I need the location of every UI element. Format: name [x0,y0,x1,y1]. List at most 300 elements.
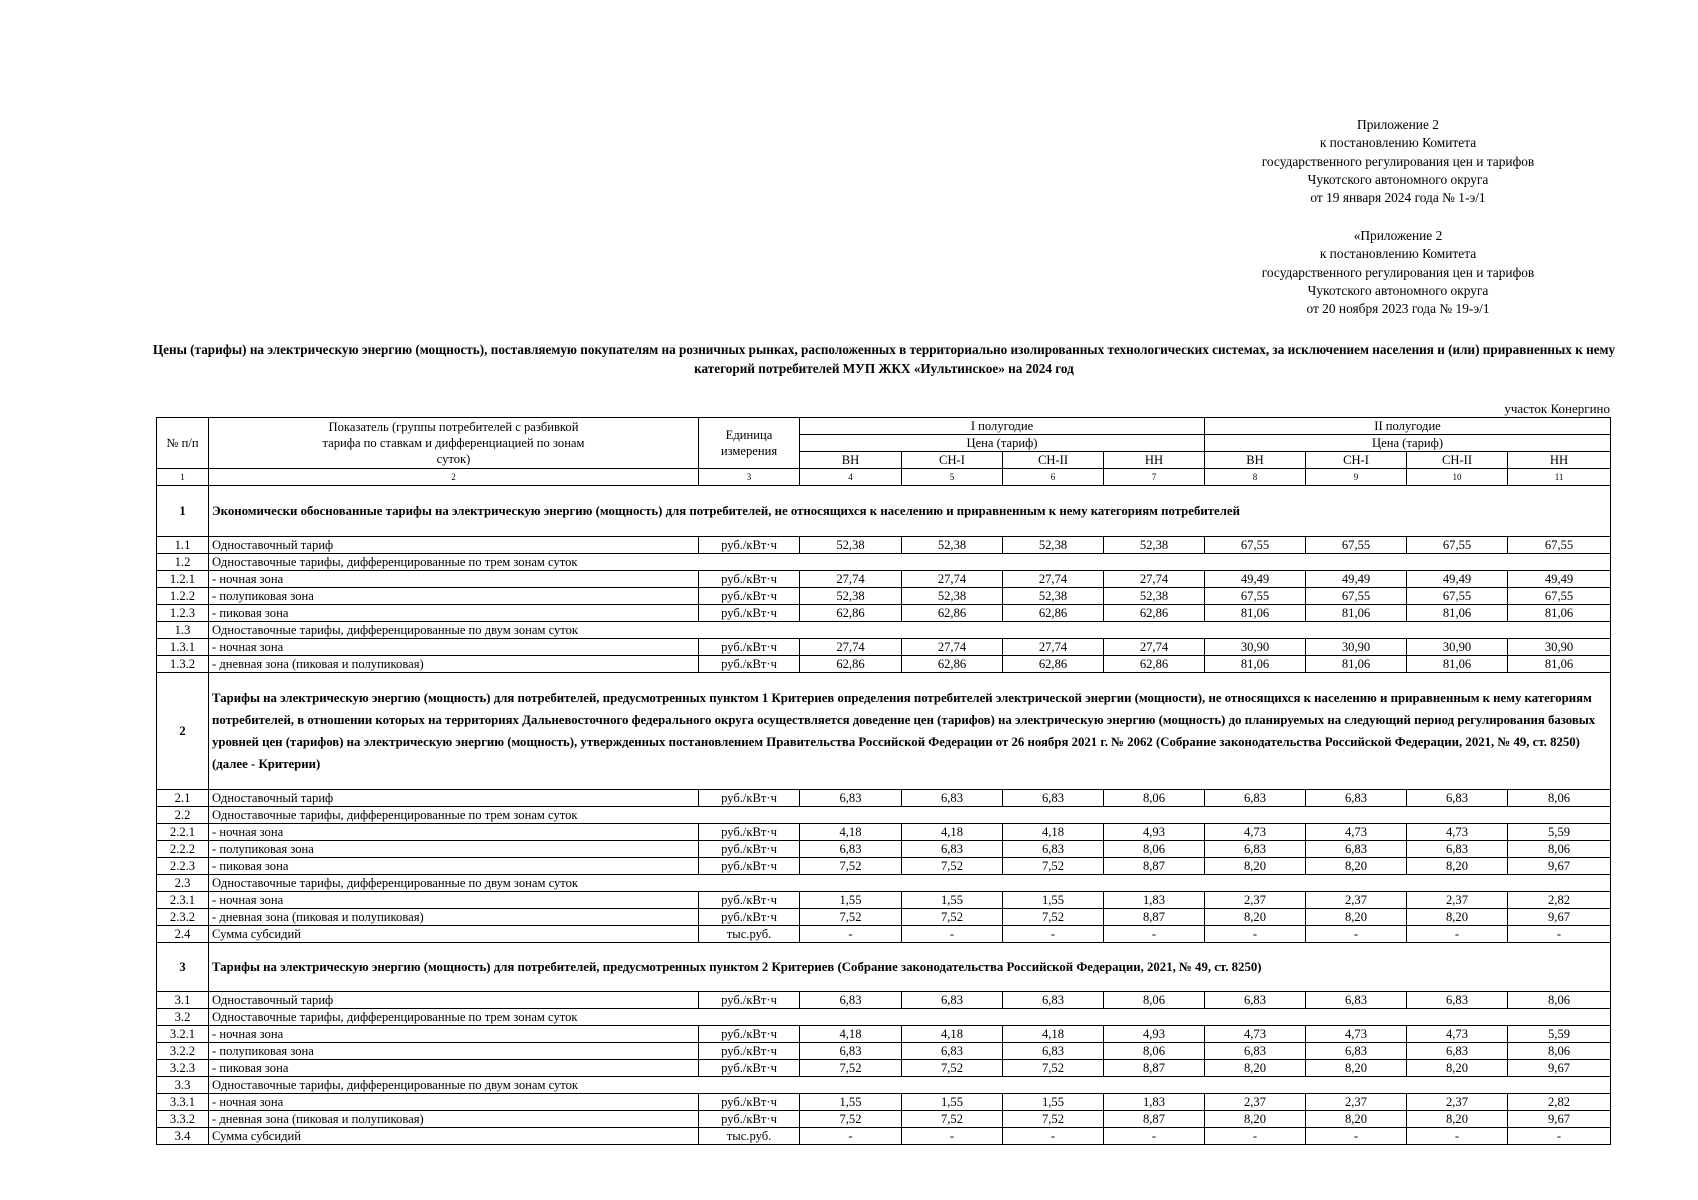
value-cell: 8,20 [1306,1111,1407,1128]
value-cell: 30,90 [1407,639,1508,656]
value-cell: 8,06 [1104,992,1205,1009]
value-cell: 7,52 [1003,1111,1104,1128]
appendix-line: Приложение 2 [1357,117,1439,132]
value-cell: 6,83 [800,992,902,1009]
row-number: 2.2.3 [157,858,209,875]
column-number: 5 [902,469,1003,486]
value-cell: 27,74 [1104,571,1205,588]
row-number: 3.2.1 [157,1026,209,1043]
value-cell: - [1104,926,1205,943]
table-row [157,1077,1611,1094]
row-unit: руб./кВт·ч [699,1111,800,1128]
value-cell: - [1306,1128,1407,1145]
table-row [157,1009,1611,1026]
value-cell: 6,83 [800,841,902,858]
value-cell: 52,38 [800,537,902,554]
value-cell: 8,20 [1407,909,1508,926]
value-cell: 7,52 [902,1060,1003,1077]
value-cell: 4,18 [902,824,1003,841]
row-unit: руб./кВт·ч [699,1043,800,1060]
value-cell: 7,52 [902,909,1003,926]
value-cell: - [902,926,1003,943]
value-cell: 6,83 [800,1043,902,1060]
value-cell: 81,06 [1508,656,1611,673]
row-number: 2.4 [157,926,209,943]
row-number: 3.1 [157,992,209,1009]
value-cell: 67,55 [1508,537,1611,554]
value-cell: 8,87 [1104,1111,1205,1128]
value-cell: 5,59 [1508,824,1611,841]
value-cell: 8,06 [1508,1043,1611,1060]
value-cell: 4,73 [1407,824,1508,841]
row-label: - пиковая зона [209,858,699,875]
header-level: СН-I [1306,452,1407,469]
value-cell: 1,83 [1104,1094,1205,1111]
row-unit: руб./кВт·ч [699,1094,800,1111]
site-label: участок Конергино [1504,401,1610,416]
row-number: 2.1 [157,790,209,807]
row-unit: руб./кВт·ч [699,892,800,909]
row-label: Одноставочные тарифы, дифференцированные по трем зонам суток [209,554,1611,571]
appendix-line: Чукотского автономного округа [1307,282,1489,298]
value-cell: - [1407,1128,1508,1145]
value-cell: 52,38 [902,537,1003,554]
row-number: 3.2 [157,1009,209,1026]
header-level: НН [1508,452,1611,469]
value-cell: 6,83 [1407,841,1508,858]
value-cell: 8,06 [1508,992,1611,1009]
value-cell: - [1407,926,1508,943]
section-title: Экономически обоснованные тарифы на электрическую энергию (мощность) для потребителей, не относящихся к населению и приравненным к нему категориям потребителей [209,486,1611,537]
row-label: - полупиковая зона [209,841,699,858]
value-cell: 9,67 [1508,1060,1611,1077]
value-cell: 6,83 [1306,1043,1407,1060]
appendix-previous-block [1188,227,1608,318]
row-unit: руб./кВт·ч [699,571,800,588]
header-level: ВН [1205,452,1306,469]
row-number: 1.3 [157,622,209,639]
value-cell: 8,20 [1205,1111,1306,1128]
value-cell: 30,90 [1508,639,1611,656]
row-number: 2.2.1 [157,824,209,841]
value-cell: 8,06 [1508,790,1611,807]
section-title: Тарифы на электрическую энергию (мощность) для потребителей, предусмотренных пунктом 2 Критериев (Собрание законодательства Российской Федерации, 2021, № 49, ст. 8250) [209,943,1611,992]
value-cell: 81,06 [1205,605,1306,622]
row-label: Одноставочный тариф [209,790,699,807]
value-cell: 52,38 [800,588,902,605]
tariff-table [156,417,1611,1145]
value-cell: 8,20 [1205,858,1306,875]
table-row [157,588,1611,605]
value-cell: 27,74 [1104,639,1205,656]
value-cell: 8,20 [1306,909,1407,926]
column-number: 1 [157,469,209,486]
value-cell: 8,87 [1104,858,1205,875]
appendix-line: Чукотского автономного округа [1307,171,1489,187]
value-cell: 49,49 [1205,571,1306,588]
row-unit: руб./кВт·ч [699,588,800,605]
row-number: 1.3.1 [157,639,209,656]
value-cell: 27,74 [902,571,1003,588]
value-cell: - [1508,1128,1611,1145]
value-cell: 4,73 [1306,1026,1407,1043]
value-cell: 81,06 [1205,656,1306,673]
value-cell: 67,55 [1205,588,1306,605]
section-row [157,943,1611,992]
row-number: 3.3 [157,1077,209,1094]
value-cell: 62,86 [1003,656,1104,673]
table-row [157,926,1611,943]
value-cell: 6,83 [902,790,1003,807]
row-unit: руб./кВт·ч [699,790,800,807]
value-cell: 7,52 [800,909,902,926]
value-cell: 62,86 [902,656,1003,673]
value-cell: 7,52 [800,858,902,875]
value-cell: 7,52 [800,1060,902,1077]
row-number: 2.3.1 [157,892,209,909]
value-cell: 81,06 [1306,605,1407,622]
value-cell: 1,55 [800,1094,902,1111]
value-cell: 62,86 [1104,605,1205,622]
appendix-line: к постановлению Комитета [1319,246,1477,262]
value-cell: 1,83 [1104,892,1205,909]
value-cell: 8,20 [1205,1060,1306,1077]
appendix-line: государственного регулирования цен и тарифов [1261,153,1535,169]
value-cell: 9,67 [1508,1111,1611,1128]
header-level: ВН [800,452,902,469]
row-unit: руб./кВт·ч [699,858,800,875]
column-number: 3 [699,469,800,486]
appendix-line: к постановлению Комитета [1319,135,1477,151]
table-row [157,639,1611,656]
value-cell: 7,52 [1003,1060,1104,1077]
value-cell: - [1003,1128,1104,1145]
table-row [157,554,1611,571]
value-cell: 27,74 [800,639,902,656]
row-unit: руб./кВт·ч [699,841,800,858]
appendix-line: от 20 ноября 2023 года № 19-э/1 [1306,301,1490,317]
value-cell: 6,83 [1205,992,1306,1009]
value-cell: 8,20 [1407,858,1508,875]
value-cell: 27,74 [1003,639,1104,656]
value-cell: 67,55 [1508,588,1611,605]
row-label: - ночная зона [209,1094,699,1111]
value-cell: 6,83 [1407,790,1508,807]
value-cell: 30,90 [1306,639,1407,656]
value-cell: 7,52 [902,1111,1003,1128]
row-label: - полупиковая зона [209,588,699,605]
row-unit: тыс.руб. [699,1128,800,1145]
value-cell: - [1508,926,1611,943]
value-cell: 30,90 [1205,639,1306,656]
value-cell: 62,86 [800,656,902,673]
value-cell: 4,18 [902,1026,1003,1043]
value-cell: 1,55 [800,892,902,909]
value-cell: 1,55 [1003,892,1104,909]
column-number: 2 [209,469,699,486]
row-unit: руб./кВт·ч [699,1060,800,1077]
value-cell: 6,83 [1306,992,1407,1009]
value-cell: 6,83 [800,790,902,807]
table-row [157,1128,1611,1145]
value-cell: 1,55 [902,892,1003,909]
value-cell: 8,20 [1407,1060,1508,1077]
section-row [157,486,1611,537]
value-cell: - [800,1128,902,1145]
row-label: Одноставочный тариф [209,537,699,554]
value-cell: 52,38 [902,588,1003,605]
value-cell: 6,83 [902,992,1003,1009]
value-cell: 27,74 [1003,571,1104,588]
value-cell: 6,83 [902,841,1003,858]
value-cell: 1,55 [1003,1094,1104,1111]
value-cell: 81,06 [1407,656,1508,673]
row-number: 3.2.3 [157,1060,209,1077]
section-number: 1 [157,486,209,537]
value-cell: - [1205,1128,1306,1145]
value-cell: 6,83 [1205,790,1306,807]
table-row [157,1026,1611,1043]
row-unit: руб./кВт·ч [699,1026,800,1043]
value-cell: 2,82 [1508,1094,1611,1111]
value-cell: 9,67 [1508,858,1611,875]
row-unit: руб./кВт·ч [699,992,800,1009]
value-cell: 6,83 [1003,841,1104,858]
value-cell: 6,83 [1003,1043,1104,1060]
value-cell: 2,37 [1407,1094,1508,1111]
table-row [157,1060,1611,1077]
row-label: Сумма субсидий [209,1128,699,1145]
row-label: - ночная зона [209,824,699,841]
value-cell: 52,38 [1003,537,1104,554]
row-label: Одноставочные тарифы, дифференцированные по двум зонам суток [209,1077,1611,1094]
row-label: Сумма субсидий [209,926,699,943]
value-cell: 9,67 [1508,909,1611,926]
row-unit: руб./кВт·ч [699,909,800,926]
value-cell: 49,49 [1508,571,1611,588]
row-number: 1.2.3 [157,605,209,622]
header-num: № п/п [157,418,209,469]
section-number: 2 [157,673,209,790]
table-row [157,1111,1611,1128]
header-level: СН-II [1407,452,1508,469]
header-indicator: Показатель (группы потребителей с разбивкой тарифа по ставкам и дифференциацией по зонам суток) [209,418,699,469]
row-number: 2.2.2 [157,841,209,858]
row-label: Одноставочные тарифы, дифференцированные по трем зонам суток [209,807,1611,824]
row-label: - ночная зона [209,639,699,656]
value-cell: 81,06 [1508,605,1611,622]
table-row [157,571,1611,588]
table-row [157,824,1611,841]
table-row [157,605,1611,622]
value-cell: 4,73 [1205,824,1306,841]
value-cell: 62,86 [800,605,902,622]
value-cell: 8,20 [1407,1111,1508,1128]
table-row [157,992,1611,1009]
header-level: НН [1104,452,1205,469]
value-cell: 52,38 [1003,588,1104,605]
appendix-line: от 19 января 2024 года № 1-э/1 [1310,190,1486,206]
value-cell: 4,18 [800,824,902,841]
value-cell: 2,82 [1508,892,1611,909]
row-label: - ночная зона [209,571,699,588]
row-label: - пиковая зона [209,605,699,622]
value-cell: 6,83 [1003,790,1104,807]
value-cell: 8,06 [1508,841,1611,858]
value-cell: 8,06 [1104,1043,1205,1060]
table-row [157,909,1611,926]
value-cell: 49,49 [1306,571,1407,588]
header-level: СН-II [1003,452,1104,469]
value-cell: 62,86 [902,605,1003,622]
value-cell: 2,37 [1306,1094,1407,1111]
value-cell: - [1003,926,1104,943]
value-cell: 6,83 [1306,841,1407,858]
header-half-2: II полугодие [1205,418,1611,435]
section-number: 3 [157,943,209,992]
header-price-1: Цена (тариф) [800,435,1205,452]
value-cell: 6,83 [1003,992,1104,1009]
row-unit: руб./кВт·ч [699,537,800,554]
row-number: 3.3.2 [157,1111,209,1128]
column-number: 8 [1205,469,1306,486]
value-cell: 27,74 [902,639,1003,656]
appendix-line: государственного регулирования цен и тарифов [1261,264,1535,280]
value-cell: 8,87 [1104,1060,1205,1077]
value-cell: 6,83 [1205,1043,1306,1060]
table-row [157,537,1611,554]
table-row [157,858,1611,875]
row-label: - ночная зона [209,1026,699,1043]
value-cell: 4,93 [1104,824,1205,841]
value-cell: 81,06 [1306,656,1407,673]
row-number: 1.2 [157,554,209,571]
appendix-current-block [1188,116,1608,207]
value-cell: 52,38 [1104,588,1205,605]
value-cell: 2,37 [1407,892,1508,909]
header-half-1: I полугодие [800,418,1205,435]
column-number: 10 [1407,469,1508,486]
value-cell: 6,83 [1306,790,1407,807]
value-cell: 7,52 [902,858,1003,875]
table-row [157,790,1611,807]
column-number: 4 [800,469,902,486]
row-number: 1.2.1 [157,571,209,588]
row-unit: руб./кВт·ч [699,656,800,673]
row-label: - пиковая зона [209,1060,699,1077]
row-label: Одноставочный тариф [209,992,699,1009]
value-cell: 4,93 [1104,1026,1205,1043]
value-cell: 67,55 [1306,537,1407,554]
table-row [157,1043,1611,1060]
row-number: 2.2 [157,807,209,824]
table-row [157,841,1611,858]
table-row [157,807,1611,824]
value-cell: 4,73 [1407,1026,1508,1043]
value-cell: 7,52 [1003,909,1104,926]
value-cell: 49,49 [1407,571,1508,588]
value-cell: - [902,1128,1003,1145]
value-cell: 67,55 [1407,537,1508,554]
table-row [157,875,1611,892]
row-unit: тыс.руб. [699,926,800,943]
value-cell: 67,55 [1407,588,1508,605]
table-row [157,1094,1611,1111]
row-number: 2.3.2 [157,909,209,926]
row-number: 3.3.1 [157,1094,209,1111]
row-label: - ночная зона [209,892,699,909]
value-cell: 4,73 [1306,824,1407,841]
header-unit: Единица измерения [699,418,800,469]
value-cell: 62,86 [1003,605,1104,622]
value-cell: - [1306,926,1407,943]
value-cell: 6,83 [902,1043,1003,1060]
row-unit: руб./кВт·ч [699,824,800,841]
row-number: 3.2.2 [157,1043,209,1060]
value-cell: 6,83 [1407,1043,1508,1060]
value-cell: 2,37 [1205,1094,1306,1111]
value-cell: 62,86 [1104,656,1205,673]
value-cell: 6,83 [1407,992,1508,1009]
column-number: 6 [1003,469,1104,486]
row-label: - полупиковая зона [209,1043,699,1060]
row-number: 1.2.2 [157,588,209,605]
value-cell: 8,20 [1306,1060,1407,1077]
table-row [157,892,1611,909]
value-cell: 8,06 [1104,790,1205,807]
value-cell: - [1104,1128,1205,1145]
row-label: Одноставочные тарифы, дифференцированные по трем зонам суток [209,1009,1611,1026]
header-price-2: Цена (тариф) [1205,435,1611,452]
header-level: СН-I [902,452,1003,469]
appendix-line: «Приложение 2 [1353,228,1443,243]
row-label: Одноставочные тарифы, дифференцированные по двум зонам суток [209,622,1611,639]
row-number: 1.3.2 [157,656,209,673]
value-cell: 8,06 [1104,841,1205,858]
value-cell: 6,83 [1205,841,1306,858]
value-cell: 4,18 [1003,1026,1104,1043]
value-cell: 5,59 [1508,1026,1611,1043]
section-title: Тарифы на электрическую энергию (мощность) для потребителей, предусмотренных пунктом 1 Критериев определения потребителей электрической энергии (мощности), не относящихся к населению и приравненным к нему категориям потребителей, в отношении которых на территориях Дальневосточного федерального округа осуществляется доведение цен (тарифов) на электрическую энергию (мощность) до планируемых на следующий период регулирования базовых уровней цен (тарифов) на электрическую энергию (мощность), утвержденных постановлением Правительства Российской Федерации от 26 ноября 2021 г. № 2062 (Собрание законодательства Российской Федерации, 2021, № 49, ст. 8250) (далее - Критерии) [209,673,1611,790]
value-cell: 8,87 [1104,909,1205,926]
table-row [157,622,1611,639]
document-title: Цены (тарифы) на электрическую энергию (мощность), поставляемую покупателям на розничных рынках, расположенных в территориально изолированных технологических системах, за исключением населения и (или) приравненных к нему категорий потребителей МУП ЖКХ «Иультинское» на 2024 год [152,342,1616,376]
value-cell: 67,55 [1205,537,1306,554]
value-cell: 7,52 [1003,858,1104,875]
value-cell: 8,20 [1205,909,1306,926]
value-cell: 4,73 [1205,1026,1306,1043]
value-cell: - [1205,926,1306,943]
value-cell: 1,55 [902,1094,1003,1111]
value-cell: 4,18 [1003,824,1104,841]
column-number: 7 [1104,469,1205,486]
value-cell: 2,37 [1205,892,1306,909]
row-label: - дневная зона (пиковая и полупиковая) [209,1111,699,1128]
row-number: 1.1 [157,537,209,554]
table-row [157,656,1611,673]
value-cell: 7,52 [800,1111,902,1128]
value-cell: 81,06 [1407,605,1508,622]
row-unit: руб./кВт·ч [699,639,800,656]
row-label: - дневная зона (пиковая и полупиковая) [209,909,699,926]
value-cell: 8,20 [1306,858,1407,875]
row-unit: руб./кВт·ч [699,605,800,622]
column-number: 9 [1306,469,1407,486]
value-cell: 2,37 [1306,892,1407,909]
value-cell: - [800,926,902,943]
row-number: 2.3 [157,875,209,892]
value-cell: 52,38 [1104,537,1205,554]
